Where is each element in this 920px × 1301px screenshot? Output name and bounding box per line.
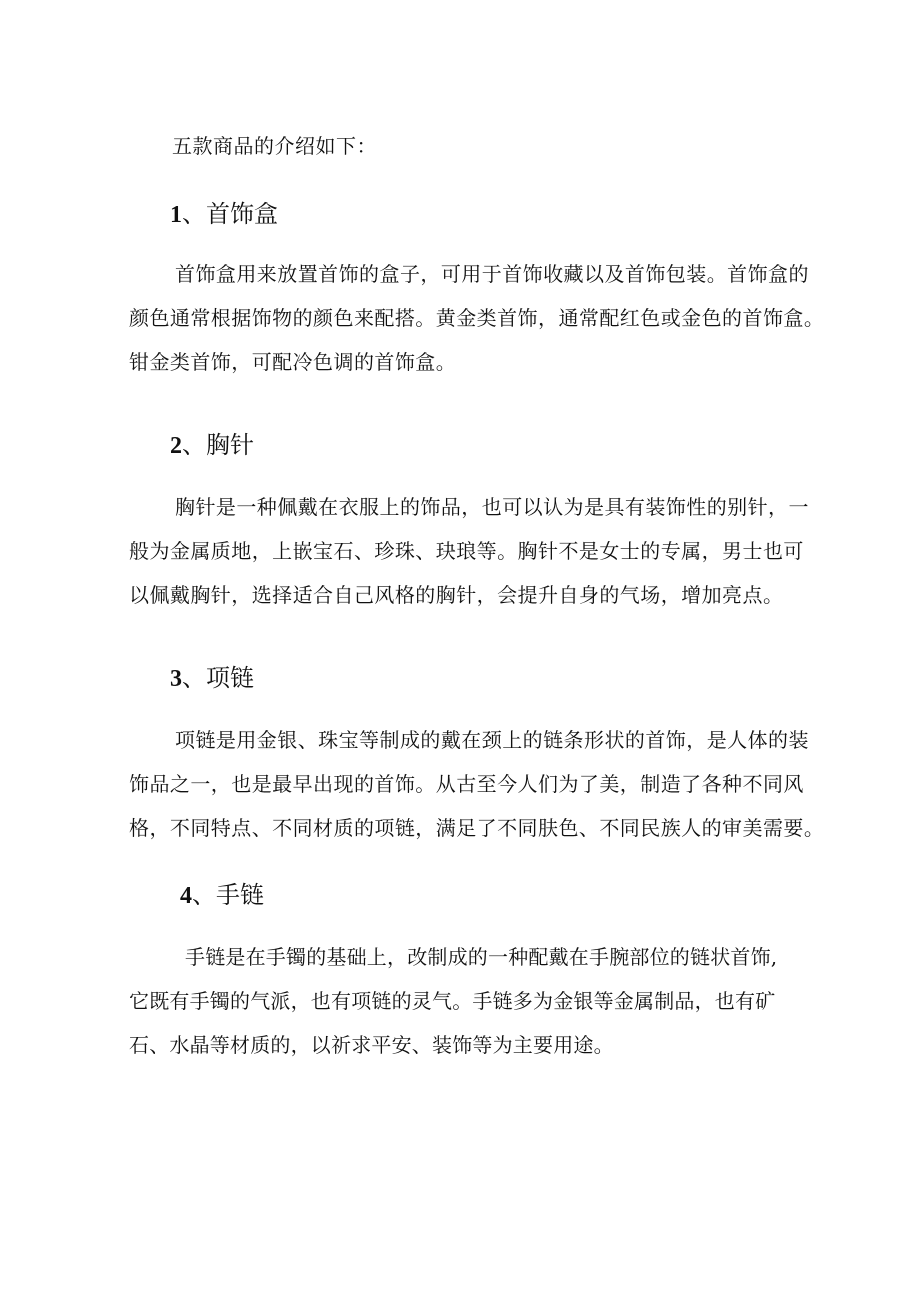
- section-heading-2: [170, 429, 254, 462]
- section-number: 4: [180, 883, 192, 909]
- section-title: 胸针: [206, 431, 254, 459]
- paragraph-line: 石、水晶等材质的，以祈求平安、装饰等为主要用途。: [129, 1033, 614, 1057]
- section-number: 1: [170, 202, 182, 228]
- section-separator: 、: [192, 881, 216, 909]
- section-heading-1: [170, 198, 278, 231]
- section-separator: 、: [182, 200, 206, 228]
- section-paragraph-1: [129, 252, 825, 384]
- section-paragraph-3: [129, 718, 825, 850]
- paragraph-line: 格，不同特点、不同材质的项链，满足了不同肤色、不同民族人的审美需要。: [129, 816, 825, 840]
- paragraph-line: 以佩戴胸针，选择适合自己风格的胸针，会提升自身的气场，增加亮点。: [129, 583, 784, 607]
- section-separator: 、: [182, 664, 206, 692]
- paragraph-line: 项链是用金银、珠宝等制成的戴在颈上的链条形状的首饰，是人体的装: [175, 728, 809, 752]
- section-title: 手链: [216, 881, 264, 909]
- paragraph-line: 胸针是一种佩戴在衣服上的饰品，也可以认为是具有装饰性的别针，一: [175, 495, 809, 519]
- section-title: 项链: [206, 664, 254, 692]
- paragraph-line: 饰品之一，也是最早出现的首饰。从古至今人们为了美，制造了各种不同风: [129, 772, 804, 796]
- section-heading-4: [180, 879, 264, 912]
- paragraph-line: 颜色通常根据饰物的颜色来配搭。黄金类首饰，通常配红色或金色的首饰盒。: [129, 306, 825, 330]
- paragraph-line: 般为金属质地，上嵌宝石、珍珠、玦琅等。胸针不是女士的专属，男士也可: [129, 539, 804, 563]
- section-number: 3: [170, 666, 182, 692]
- paragraph-line: 它既有手镯的气派，也有项链的灵气。手链多为金银等金属制品，也有矿: [129, 989, 776, 1013]
- intro-text: 五款商品的介绍如下：: [172, 134, 377, 158]
- section-number: 2: [170, 433, 182, 459]
- paragraph-line: 手链是在手镯的基础上，改制成的一种配戴在手腕部位的链状首饰,: [185, 945, 778, 969]
- section-separator: 、: [182, 431, 206, 459]
- section-title: 首饰盒: [206, 200, 278, 228]
- paragraph-line: 首饰盒用来放置首饰的盒子，可用于首饰收藏以及首饰包装。首饰盒的: [175, 262, 809, 286]
- section-paragraph-2: [129, 485, 809, 617]
- section-paragraph-4: [129, 935, 809, 1067]
- section-heading-3: [170, 662, 254, 695]
- paragraph-line: 钳金类首饰，可配冷色调的首饰盒。: [129, 350, 457, 374]
